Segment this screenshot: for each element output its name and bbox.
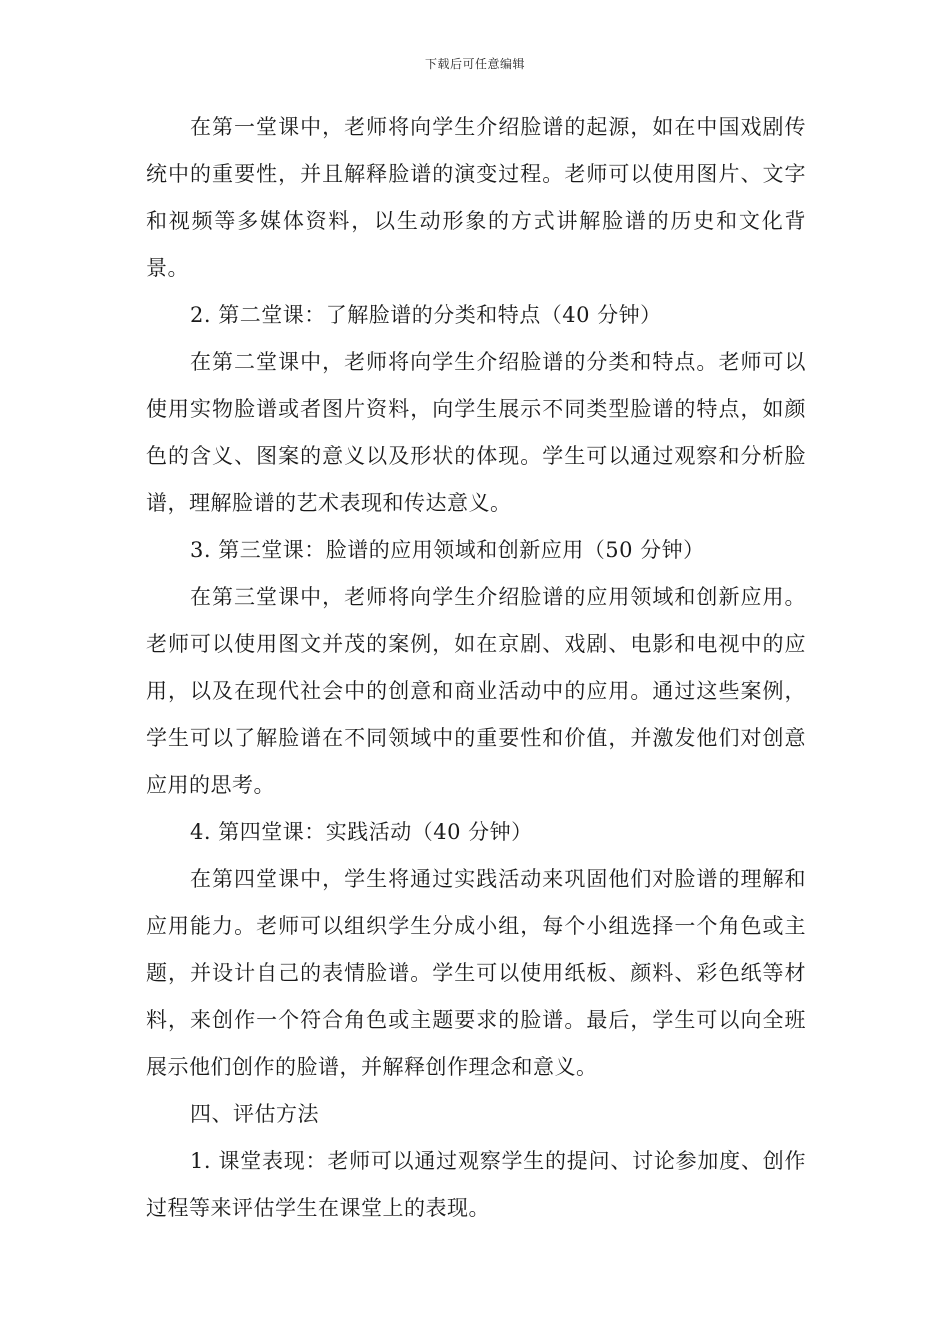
paragraph-lesson-2-body: 在第二堂课中，老师将向学生介绍脸谱的分类和特点。老师可以使用实物脸谱或者图片资料，向学生展示不同类型脸谱的特点，如颜色的含义、图案的意义以及形状的体现。学生可以通过观察和分析脸谱，理解脸谱的艺术表现和传达意义。 bbox=[146, 350, 806, 515]
paragraph-evaluation-item-1: 1. 课堂表现：老师可以通过观察学生的提问、讨论参加度、创作过程等来评估学生在课堂上的表现。 bbox=[146, 1149, 806, 1220]
document-body bbox=[146, 104, 806, 1232]
page-header-note: 下载后可任意编辑 bbox=[424, 57, 525, 71]
heading-lesson-2: 2. 第二堂课：了解脸谱的分类和特点（40 分钟） bbox=[190, 303, 662, 327]
heading-lesson-4: 4. 第四堂课：实践活动（40 分钟） bbox=[190, 820, 533, 844]
heading-section-4-evaluation: 四、评估方法 bbox=[190, 1102, 319, 1126]
paragraph-lesson-1-body: 在第一堂课中，老师将向学生介绍脸谱的起源，如在中国戏剧传统中的重要性，并且解释脸谱的演变过程。老师可以使用图片、文字和视频等多媒体资料，以生动形象的方式讲解脸谱的历史和文化背景。 bbox=[146, 115, 806, 280]
paragraph-lesson-3-body: 在第三堂课中，老师将向学生介绍脸谱的应用领域和创新应用。老师可以使用图文并茂的案例，如在京剧、戏剧、电影和电视中的应用，以及在现代社会中的创意和商业活动中的应用。通过这些案例，学生可以了解脸谱在不同领域中的重要性和价值，并激发他们对创意应用的思考。 bbox=[146, 585, 806, 797]
paragraph-lesson-4-body: 在第四堂课中，学生将通过实践活动来巩固他们对脸谱的理解和应用能力。老师可以组织学生分成小组，每个小组选择一个角色或主题，并设计自己的表情脸谱。学生可以使用纸板、颜料、彩色纸等材料，来创作一个符合角色或主题要求的脸谱。最后，学生可以向全班展示他们创作的脸谱，并解释创作理念和意义。 bbox=[146, 867, 806, 1079]
heading-lesson-3: 3. 第三堂课：脸谱的应用领域和创新应用（50 分钟） bbox=[190, 538, 705, 562]
